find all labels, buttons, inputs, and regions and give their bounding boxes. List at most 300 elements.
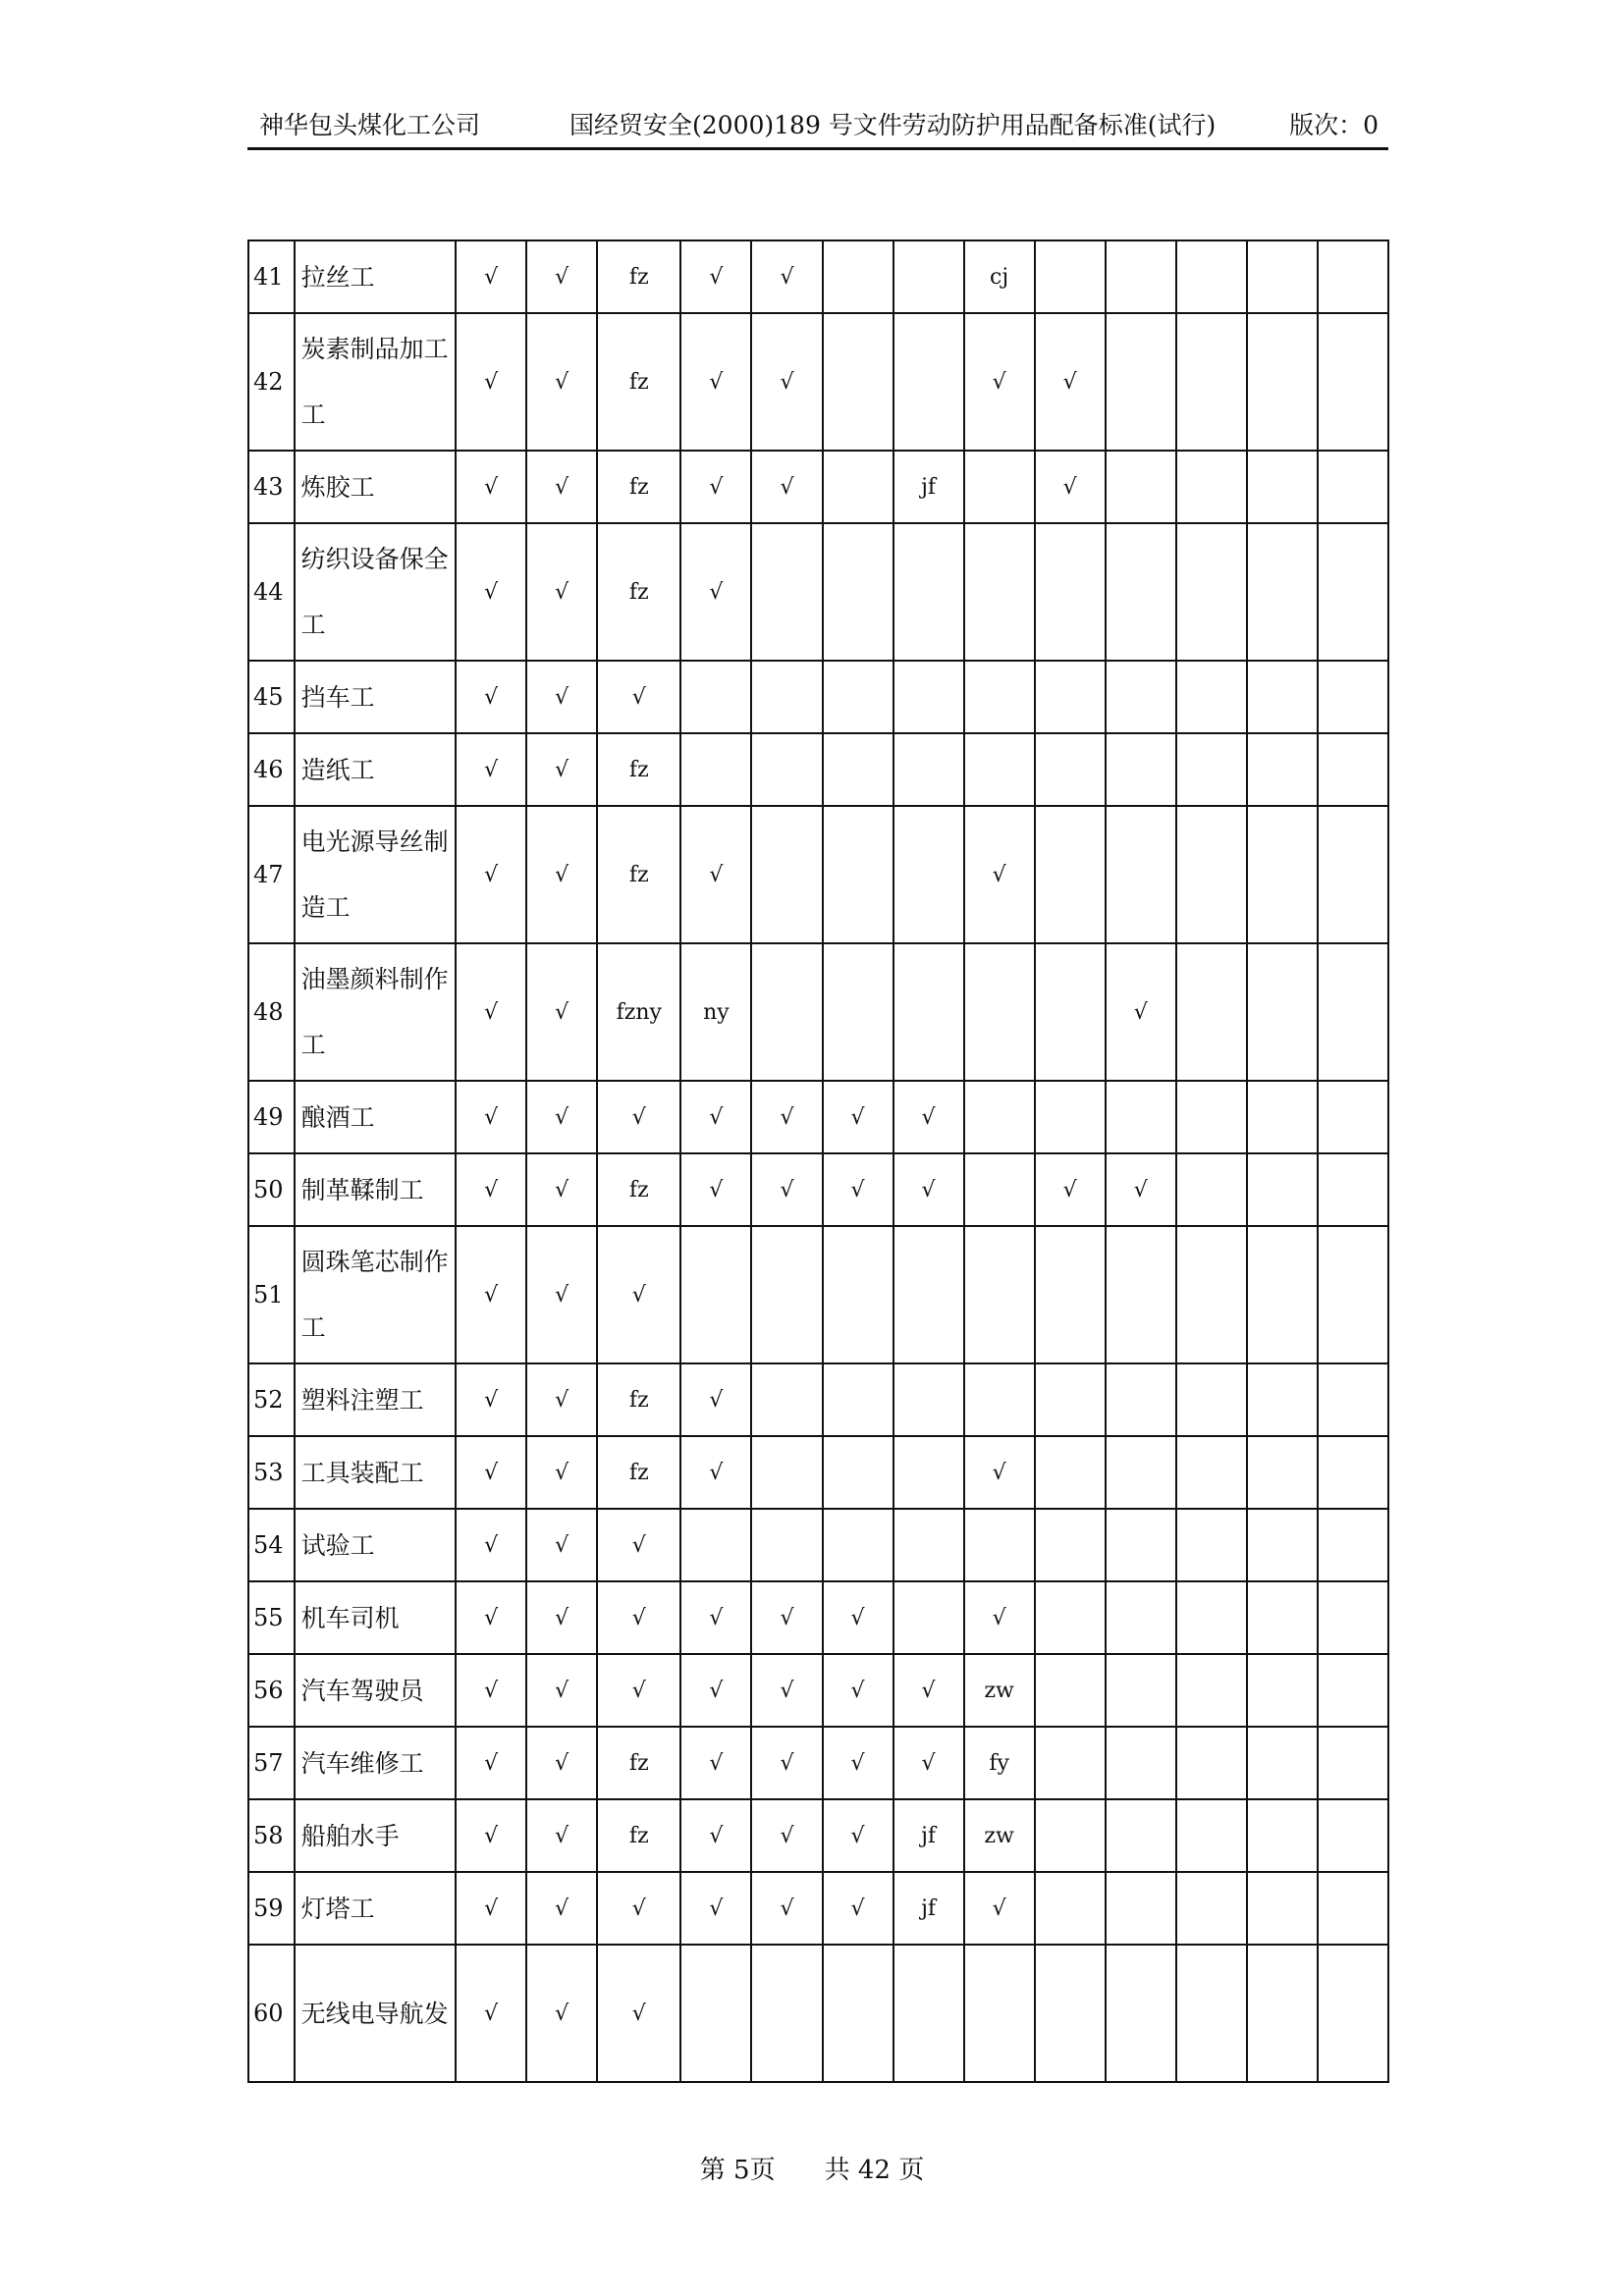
version-label: 版次：0 bbox=[1289, 111, 1379, 139]
equipment-cell bbox=[823, 733, 893, 806]
equipment-cell: zw bbox=[964, 1799, 1035, 1872]
equipment-cell bbox=[1106, 1799, 1176, 1872]
equipment-cell bbox=[1318, 313, 1388, 451]
equipment-cell bbox=[1035, 1872, 1106, 1945]
table-row bbox=[248, 313, 1388, 451]
equipment-cell bbox=[1247, 1363, 1318, 1436]
equipment-cell: √ bbox=[526, 451, 597, 523]
equipment-cell bbox=[1176, 943, 1247, 1081]
equipment-cell: √ bbox=[680, 1363, 751, 1436]
equipment-cell bbox=[1247, 1081, 1318, 1153]
job-title: 圆珠笔芯制作工 bbox=[295, 1226, 456, 1363]
equipment-cell: √ bbox=[597, 1509, 680, 1581]
equipment-cell: √ bbox=[1106, 943, 1176, 1081]
equipment-cell: √ bbox=[751, 1799, 822, 1872]
equipment-cell: √ bbox=[680, 451, 751, 523]
equipment-cell bbox=[1318, 1081, 1388, 1153]
job-title: 汽车驾驶员 bbox=[295, 1654, 456, 1727]
equipment-cell: √ bbox=[1035, 313, 1106, 451]
equipment-cell bbox=[1247, 1727, 1318, 1799]
equipment-cell: fz bbox=[597, 451, 680, 523]
equipment-cell: √ bbox=[456, 1081, 526, 1153]
equipment-cell bbox=[1176, 806, 1247, 943]
equipment-cell bbox=[1106, 1363, 1176, 1436]
equipment-cell bbox=[1318, 806, 1388, 943]
row-number: 52 bbox=[248, 1363, 295, 1436]
equipment-cell bbox=[1035, 523, 1106, 661]
row-number: 46 bbox=[248, 733, 295, 806]
table-row bbox=[248, 240, 1388, 313]
job-title: 船舶水手 bbox=[295, 1799, 456, 1872]
equipment-cell bbox=[1035, 1081, 1106, 1153]
page-footer bbox=[0, 2150, 1624, 2186]
equipment-cell: √ bbox=[526, 1945, 597, 2082]
equipment-cell bbox=[680, 733, 751, 806]
equipment-cell: fz bbox=[597, 1436, 680, 1509]
equipment-cell bbox=[1106, 1509, 1176, 1581]
equipment-cell: fz bbox=[597, 240, 680, 313]
equipment-cell: √ bbox=[680, 1872, 751, 1945]
equipment-cell bbox=[823, 1945, 893, 2082]
equipment-cell: √ bbox=[456, 1654, 526, 1727]
equipment-cell bbox=[1247, 1153, 1318, 1226]
equipment-cell bbox=[1318, 1581, 1388, 1654]
row-number: 43 bbox=[248, 451, 295, 523]
equipment-cell bbox=[1176, 240, 1247, 313]
equipment-cell bbox=[893, 1945, 964, 2082]
table-row bbox=[248, 806, 1388, 943]
equipment-cell bbox=[1176, 1799, 1247, 1872]
table-body bbox=[248, 240, 1388, 2082]
equipment-cell bbox=[751, 661, 822, 733]
row-number: 47 bbox=[248, 806, 295, 943]
equipment-cell bbox=[1035, 240, 1106, 313]
equipment-cell: √ bbox=[456, 1436, 526, 1509]
equipment-cell bbox=[1318, 943, 1388, 1081]
equipment-cell bbox=[1318, 523, 1388, 661]
job-title: 酿酒工 bbox=[295, 1081, 456, 1153]
equipment-cell: √ bbox=[823, 1081, 893, 1153]
equipment-cell: √ bbox=[526, 1509, 597, 1581]
table-row bbox=[248, 1945, 1388, 2082]
equipment-cell bbox=[1247, 1872, 1318, 1945]
equipment-cell: √ bbox=[526, 240, 597, 313]
equipment-cell: √ bbox=[964, 1872, 1035, 1945]
job-title: 电光源导丝制造工 bbox=[295, 806, 456, 943]
equipment-cell bbox=[751, 1226, 822, 1363]
equipment-cell: √ bbox=[1106, 1153, 1176, 1226]
row-number: 57 bbox=[248, 1727, 295, 1799]
equipment-cell bbox=[1176, 1153, 1247, 1226]
table-row bbox=[248, 943, 1388, 1081]
document-title: 国经贸安全(2000)189 号文件劳动防护用品配备标准(试行) bbox=[569, 111, 1217, 139]
equipment-cell bbox=[1106, 1436, 1176, 1509]
equipment-cell bbox=[964, 1081, 1035, 1153]
equipment-cell bbox=[893, 313, 964, 451]
equipment-cell bbox=[823, 313, 893, 451]
equipment-cell bbox=[1318, 733, 1388, 806]
equipment-cell bbox=[751, 523, 822, 661]
equipment-cell: √ bbox=[597, 661, 680, 733]
row-number: 42 bbox=[248, 313, 295, 451]
equipment-cell bbox=[1247, 733, 1318, 806]
equipment-cell: √ bbox=[751, 1654, 822, 1727]
equipment-cell bbox=[893, 1363, 964, 1436]
equipment-cell bbox=[1247, 1654, 1318, 1727]
equipment-cell: √ bbox=[893, 1081, 964, 1153]
row-number: 58 bbox=[248, 1799, 295, 1872]
equipment-cell bbox=[1176, 1226, 1247, 1363]
equipment-cell bbox=[1176, 523, 1247, 661]
equipment-cell bbox=[893, 661, 964, 733]
table-row bbox=[248, 1226, 1388, 1363]
equipment-cell bbox=[1106, 806, 1176, 943]
equipment-cell bbox=[1106, 733, 1176, 806]
equipment-cell: fz bbox=[597, 1363, 680, 1436]
equipment-cell bbox=[1035, 1581, 1106, 1654]
equipment-cell bbox=[1176, 1436, 1247, 1509]
equipment-cell bbox=[893, 1581, 964, 1654]
equipment-cell bbox=[1035, 1727, 1106, 1799]
table-row bbox=[248, 1654, 1388, 1727]
equipment-cell: √ bbox=[526, 1363, 597, 1436]
equipment-cell bbox=[1106, 451, 1176, 523]
equipment-cell: √ bbox=[526, 1226, 597, 1363]
equipment-cell: √ bbox=[456, 1799, 526, 1872]
equipment-cell: √ bbox=[680, 1727, 751, 1799]
equipment-cell bbox=[893, 806, 964, 943]
equipment-cell bbox=[1106, 1727, 1176, 1799]
equipment-cell: √ bbox=[526, 523, 597, 661]
equipment-cell bbox=[823, 1226, 893, 1363]
equipment-cell bbox=[823, 523, 893, 661]
equipment-cell: √ bbox=[456, 523, 526, 661]
equipment-cell bbox=[964, 1945, 1035, 2082]
equipment-cell: √ bbox=[456, 1509, 526, 1581]
equipment-cell bbox=[1176, 1363, 1247, 1436]
job-title: 造纸工 bbox=[295, 733, 456, 806]
equipment-cell: √ bbox=[964, 1581, 1035, 1654]
equipment-cell bbox=[1176, 733, 1247, 806]
equipment-cell: √ bbox=[456, 661, 526, 733]
equipment-cell: fzny bbox=[597, 943, 680, 1081]
equipment-cell bbox=[893, 240, 964, 313]
equipment-cell: √ bbox=[456, 1872, 526, 1945]
equipment-cell: √ bbox=[751, 1581, 822, 1654]
equipment-cell bbox=[893, 1436, 964, 1509]
equipment-cell: √ bbox=[823, 1654, 893, 1727]
equipment-cell: √ bbox=[751, 1153, 822, 1226]
equipment-cell: √ bbox=[964, 313, 1035, 451]
equipment-cell bbox=[1035, 943, 1106, 1081]
equipment-cell bbox=[1035, 1226, 1106, 1363]
equipment-cell: √ bbox=[751, 1872, 822, 1945]
equipment-cell bbox=[1176, 1945, 1247, 2082]
equipment-cell bbox=[1176, 1872, 1247, 1945]
equipment-cell bbox=[1035, 1363, 1106, 1436]
equipment-cell bbox=[1247, 1799, 1318, 1872]
equipment-cell bbox=[893, 1226, 964, 1363]
equipment-cell: √ bbox=[1035, 1153, 1106, 1226]
equipment-cell: √ bbox=[680, 806, 751, 943]
equipment-cell: fy bbox=[964, 1727, 1035, 1799]
row-number: 54 bbox=[248, 1509, 295, 1581]
page-number: 第 5页 bbox=[699, 2156, 776, 2185]
equipment-cell bbox=[1318, 1654, 1388, 1727]
equipment-cell: √ bbox=[526, 806, 597, 943]
equipment-cell bbox=[823, 661, 893, 733]
equipment-cell: fz bbox=[597, 523, 680, 661]
table-row bbox=[248, 733, 1388, 806]
equipment-cell bbox=[1318, 1727, 1388, 1799]
equipment-cell bbox=[964, 451, 1035, 523]
equipment-cell: √ bbox=[964, 806, 1035, 943]
equipment-cell bbox=[680, 1945, 751, 2082]
equipment-cell bbox=[1106, 1226, 1176, 1363]
equipment-cell bbox=[823, 1436, 893, 1509]
row-number: 60 bbox=[248, 1945, 295, 2082]
equipment-cell: √ bbox=[526, 1872, 597, 1945]
equipment-cell: cj bbox=[964, 240, 1035, 313]
job-title: 拉丝工 bbox=[295, 240, 456, 313]
table-row bbox=[248, 1363, 1388, 1436]
equipment-cell bbox=[1247, 313, 1318, 451]
equipment-cell: √ bbox=[597, 1872, 680, 1945]
equipment-cell: jf bbox=[893, 451, 964, 523]
equipment-cell bbox=[680, 661, 751, 733]
equipment-cell: √ bbox=[597, 1581, 680, 1654]
equipment-cell bbox=[751, 1363, 822, 1436]
row-number: 48 bbox=[248, 943, 295, 1081]
equipment-cell bbox=[680, 1509, 751, 1581]
table-row bbox=[248, 523, 1388, 661]
equipment-cell: √ bbox=[456, 313, 526, 451]
equipment-cell bbox=[964, 523, 1035, 661]
equipment-cell bbox=[1176, 313, 1247, 451]
equipment-cell bbox=[751, 806, 822, 943]
row-number: 55 bbox=[248, 1581, 295, 1654]
equipment-cell bbox=[1247, 806, 1318, 943]
equipment-cell bbox=[1318, 1872, 1388, 1945]
equipment-cell bbox=[1247, 451, 1318, 523]
row-number: 51 bbox=[248, 1226, 295, 1363]
equipment-cell bbox=[1176, 1581, 1247, 1654]
equipment-cell bbox=[1247, 943, 1318, 1081]
equipment-cell bbox=[1176, 1654, 1247, 1727]
equipment-cell: √ bbox=[526, 943, 597, 1081]
job-title: 汽车维修工 bbox=[295, 1727, 456, 1799]
equipment-cell bbox=[893, 733, 964, 806]
equipment-cell: √ bbox=[526, 1436, 597, 1509]
equipment-cell: √ bbox=[823, 1581, 893, 1654]
equipment-cell bbox=[1106, 313, 1176, 451]
table-row bbox=[248, 1153, 1388, 1226]
job-title: 纺织设备保全工 bbox=[295, 523, 456, 661]
equipment-cell bbox=[823, 943, 893, 1081]
equipment-cell bbox=[1106, 1654, 1176, 1727]
equipment-cell bbox=[751, 1509, 822, 1581]
equipment-cell bbox=[751, 1436, 822, 1509]
equipment-cell bbox=[1035, 1799, 1106, 1872]
equipment-cell: √ bbox=[751, 1081, 822, 1153]
job-title: 试验工 bbox=[295, 1509, 456, 1581]
equipment-cell bbox=[1035, 1654, 1106, 1727]
equipment-cell: √ bbox=[1035, 451, 1106, 523]
equipment-cell: zw bbox=[964, 1654, 1035, 1727]
row-number: 44 bbox=[248, 523, 295, 661]
equipment-cell: √ bbox=[823, 1799, 893, 1872]
equipment-cell bbox=[1106, 1581, 1176, 1654]
equipment-cell bbox=[751, 943, 822, 1081]
equipment-cell: √ bbox=[680, 1436, 751, 1509]
table-row bbox=[248, 1872, 1388, 1945]
equipment-cell: √ bbox=[680, 523, 751, 661]
equipment-cell bbox=[1035, 1436, 1106, 1509]
equipment-cell bbox=[964, 661, 1035, 733]
job-title: 炼胶工 bbox=[295, 451, 456, 523]
job-title: 挡车工 bbox=[295, 661, 456, 733]
job-title: 无线电导航发 bbox=[295, 1945, 456, 2082]
job-title: 制革鞣制工 bbox=[295, 1153, 456, 1226]
equipment-cell: √ bbox=[751, 451, 822, 523]
equipment-cell: fz bbox=[597, 313, 680, 451]
equipment-cell bbox=[1106, 523, 1176, 661]
equipment-cell: √ bbox=[456, 943, 526, 1081]
equipment-cell: √ bbox=[526, 313, 597, 451]
equipment-cell: √ bbox=[456, 451, 526, 523]
equipment-cell bbox=[1318, 661, 1388, 733]
equipment-cell: √ bbox=[893, 1654, 964, 1727]
equipment-cell: √ bbox=[597, 1945, 680, 2082]
equipment-cell: ny bbox=[680, 943, 751, 1081]
equipment-cell: fz bbox=[597, 1799, 680, 1872]
equipment-cell: √ bbox=[526, 733, 597, 806]
equipment-cell bbox=[1035, 1509, 1106, 1581]
equipment-cell bbox=[1106, 240, 1176, 313]
equipment-cell bbox=[1247, 523, 1318, 661]
equipment-cell: √ bbox=[893, 1153, 964, 1226]
equipment-cell: √ bbox=[526, 661, 597, 733]
equipment-cell: √ bbox=[680, 1799, 751, 1872]
equipment-cell: √ bbox=[597, 1654, 680, 1727]
equipment-cell: jf bbox=[893, 1799, 964, 1872]
equipment-cell: √ bbox=[823, 1727, 893, 1799]
table-row bbox=[248, 1727, 1388, 1799]
equipment-cell bbox=[823, 806, 893, 943]
row-number: 41 bbox=[248, 240, 295, 313]
equipment-cell bbox=[964, 1509, 1035, 1581]
equipment-cell: √ bbox=[893, 1727, 964, 1799]
equipment-cell bbox=[1176, 661, 1247, 733]
table-row bbox=[248, 1581, 1388, 1654]
table-row bbox=[248, 661, 1388, 733]
equipment-cell: √ bbox=[597, 1081, 680, 1153]
equipment-cell bbox=[1247, 1945, 1318, 2082]
equipment-cell bbox=[1247, 240, 1318, 313]
equipment-cell: √ bbox=[597, 1226, 680, 1363]
equipment-cell bbox=[1106, 1945, 1176, 2082]
equipment-cell bbox=[893, 523, 964, 661]
equipment-cell bbox=[823, 1509, 893, 1581]
equipment-cell bbox=[680, 1226, 751, 1363]
equipment-cell bbox=[1318, 1799, 1388, 1872]
equipment-cell: √ bbox=[680, 1153, 751, 1226]
equipment-cell: √ bbox=[456, 1581, 526, 1654]
equipment-cell: √ bbox=[526, 1153, 597, 1226]
table-row bbox=[248, 1436, 1388, 1509]
row-number: 49 bbox=[248, 1081, 295, 1153]
equipment-cell: √ bbox=[456, 1727, 526, 1799]
equipment-cell: fz bbox=[597, 733, 680, 806]
company-name: 神华包头煤化工公司 bbox=[259, 111, 481, 139]
equipment-cell: √ bbox=[526, 1654, 597, 1727]
job-title: 塑料注塑工 bbox=[295, 1363, 456, 1436]
equipment-cell bbox=[1035, 1945, 1106, 2082]
equipment-cell bbox=[1318, 1363, 1388, 1436]
job-title: 炭素制品加工工 bbox=[295, 313, 456, 451]
equipment-cell bbox=[964, 1153, 1035, 1226]
table-row bbox=[248, 451, 1388, 523]
equipment-cell: √ bbox=[680, 1581, 751, 1654]
table-row bbox=[248, 1081, 1388, 1153]
row-number: 50 bbox=[248, 1153, 295, 1226]
equipment-cell: √ bbox=[456, 1363, 526, 1436]
equipment-cell bbox=[964, 943, 1035, 1081]
job-title: 机车司机 bbox=[295, 1581, 456, 1654]
job-title: 工具装配工 bbox=[295, 1436, 456, 1509]
equipment-cell bbox=[1176, 451, 1247, 523]
equipment-cell: √ bbox=[456, 806, 526, 943]
equipment-cell: √ bbox=[456, 733, 526, 806]
equipment-cell: fz bbox=[597, 806, 680, 943]
equipment-cell bbox=[1247, 1436, 1318, 1509]
equipment-cell: √ bbox=[456, 1226, 526, 1363]
equipment-cell bbox=[964, 733, 1035, 806]
equipment-cell bbox=[1106, 1081, 1176, 1153]
equipment-cell bbox=[1318, 1945, 1388, 2082]
equipment-cell bbox=[1318, 1509, 1388, 1581]
job-title: 灯塔工 bbox=[295, 1872, 456, 1945]
equipment-cell bbox=[1318, 451, 1388, 523]
equipment-cell: √ bbox=[526, 1799, 597, 1872]
equipment-cell bbox=[1318, 1226, 1388, 1363]
equipment-cell: √ bbox=[526, 1727, 597, 1799]
equipment-cell: √ bbox=[751, 313, 822, 451]
equipment-cell: √ bbox=[680, 240, 751, 313]
equipment-cell bbox=[893, 1509, 964, 1581]
equipment-cell: √ bbox=[526, 1081, 597, 1153]
equipment-cell: fz bbox=[597, 1727, 680, 1799]
equipment-cell bbox=[1035, 733, 1106, 806]
equipment-cell bbox=[823, 451, 893, 523]
row-number: 45 bbox=[248, 661, 295, 733]
equipment-cell: √ bbox=[456, 240, 526, 313]
equipment-cell bbox=[1035, 806, 1106, 943]
equipment-cell: √ bbox=[964, 1436, 1035, 1509]
equipment-cell bbox=[1318, 1436, 1388, 1509]
equipment-cell: √ bbox=[680, 1654, 751, 1727]
page-header bbox=[247, 111, 1388, 150]
equipment-cell bbox=[751, 1945, 822, 2082]
job-title: 油墨颜料制作工 bbox=[295, 943, 456, 1081]
page-total: 共 42 页 bbox=[824, 2156, 925, 2185]
equipment-cell bbox=[1106, 661, 1176, 733]
equipment-cell: √ bbox=[526, 1581, 597, 1654]
equipment-cell: √ bbox=[751, 1727, 822, 1799]
equipment-cell bbox=[1318, 1153, 1388, 1226]
equipment-cell bbox=[964, 1363, 1035, 1436]
equipment-cell: √ bbox=[680, 1081, 751, 1153]
